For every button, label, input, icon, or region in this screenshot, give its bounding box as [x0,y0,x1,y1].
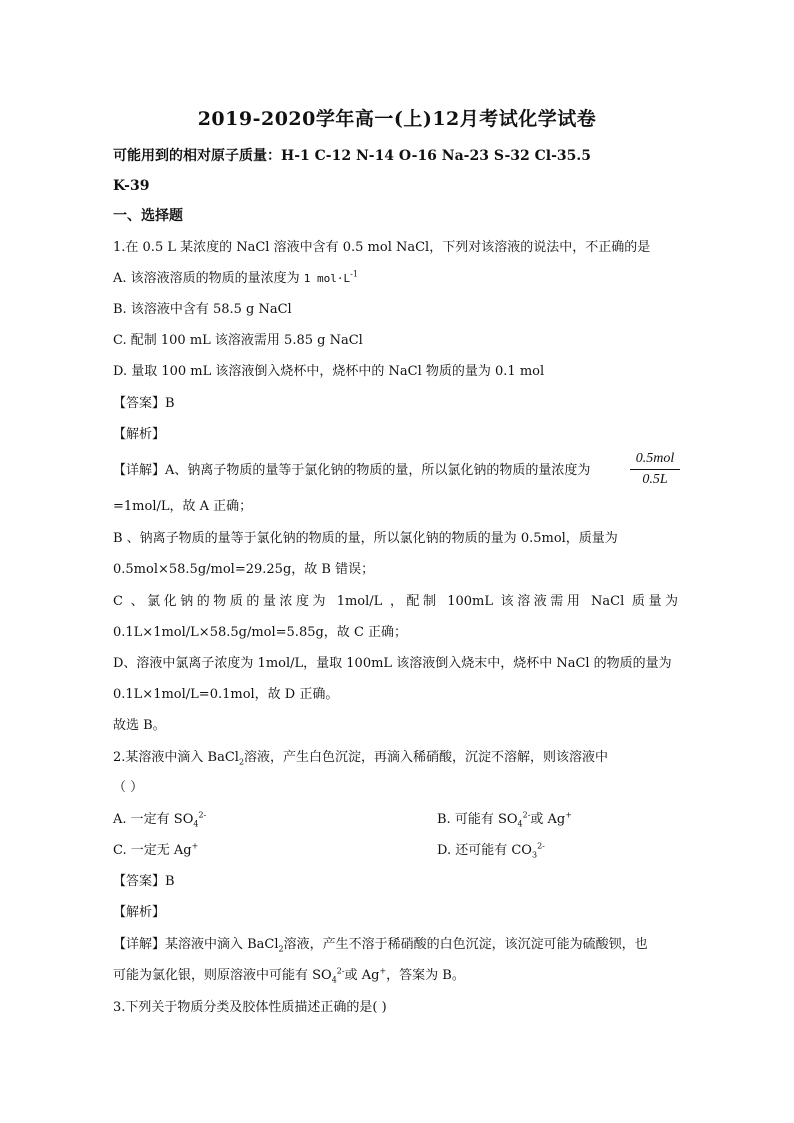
question-2-option-a [113,810,206,830]
question-1-detail-3: B 、钠离子物质的量等于氯化钠的物质的量，所以氯化钠的物质的量为 0.5mol，质量为 [113,531,618,546]
concentration-fraction [630,450,680,489]
q2-b-text: B. 可能有 SO [437,812,518,827]
question-3-stem: 3.下列关于物质分类及胶体性质描述正确的是( ) [113,1000,387,1015]
question-1-detail-8: 0.1L×1mol/L=0.1mol，故 D 正确。 [113,687,339,702]
question-2-answer: 【答案】B [113,874,175,889]
question-1-detail-2: =1mol/L，故 A 正确； [113,499,253,514]
question-1-analysis-label: 【解析】 [113,427,166,442]
q2-b-sup2: + [565,810,572,820]
question-1-detail-1: 【详解】A、钠离子物质的量等于氯化钠的物质的量，所以氯化钠的物质的量浓度为 [113,463,591,478]
question-2-option-b [437,810,572,830]
q2-c-sup: + [191,841,199,851]
question-1-stem: 1.在 0.5 L 某浓度的 NaCl 溶液中含有 0.5 mol NaCl，下列对该溶液的说法中，不正确的是 [113,240,651,255]
question-2-stem-post: 溶液，产生白色沉淀，再滴入稀硝酸，沉淀不溶解，则该溶液中 [244,750,609,765]
q2-detail1-post: 溶液，产生不溶于稀硝酸的白色沉淀，该沉淀可能为硫酸钡，也 [283,937,648,952]
q2-detail2-sup: 2- [336,966,345,976]
q2-detail1-pre: 【详解】某溶液中滴入 BaCl [113,937,279,952]
q2-b-mid: 或 Ag [530,812,566,827]
q2-detail1-sub: 2 [278,944,284,954]
atomic-masses-line: 可能用到的相对原子质量：H-1 C-12 N-14 O-16 Na-23 S-32 Cl-35.5 [113,148,591,164]
question-1-answer: 【答案】B [113,396,175,411]
question-2-detail-2 [113,966,465,986]
question-1-option-b: B. 该溶液中含有 58.5 g NaCl [113,302,292,317]
q2-a-text: A. 一定有 SO [113,812,194,827]
q2-b-sup: 2- [522,810,531,820]
question-1-option-a [113,269,358,289]
q2-d-text: D. 还可能有 CO [437,843,532,858]
section-heading: 一、选择题 [113,208,183,224]
question-2-stem-pre: 2.某溶液中滴入 BaCl [113,750,239,765]
q2-detail2-pre: 可能为氯化银，则原溶液中可能有 SO [113,968,332,983]
question-1-detail-5: C 、氯化钠的物质的量浓度为 1mol/L ，配制 100mL 该溶液需用 NaCl 质量为 [113,594,678,609]
question-2-parentheses: （ ） [113,780,144,795]
atomic-masses-line-2: K-39 [113,178,150,194]
fraction-denominator: 0.5L [642,472,668,487]
q2-b-sub: 4 [517,819,523,829]
q2-detail2-post: ，答案为 B。 [386,968,465,983]
question-2-detail-1 [113,935,648,955]
q2-d-sub: 3 [531,850,538,860]
question-2-stem-sub: 2 [238,757,245,767]
question-1-detail-4: 0.5mol×58.5g/mol=29.25g，故 B 错误； [113,562,375,577]
fraction-bar [630,469,680,470]
question-1-option-c: C. 配制 100 mL 该溶液需用 5.85 g NaCl [113,333,363,348]
option-a-text: A. 该溶液溶质的物质的量浓度为 [113,271,304,286]
q2-detail2-sup2: + [379,966,387,976]
q2-a-sub: 4 [193,819,199,829]
q2-a-sup: 2- [198,810,207,820]
q2-d-sup: 2- [537,841,545,851]
question-2-option-c [113,841,198,861]
option-a-sup: -1 [350,269,358,279]
fraction-numerator: 0.5mol [635,451,675,466]
question-2-option-d [437,841,545,861]
question-1-detail-7: D、溶液中氯离子浓度为 1mol/L，量取 100mL 该溶液倒入烧末中，烧杯中 NaCl 的物质的量为 [113,656,672,671]
question-1-conclusion: 故选 B。 [113,718,166,733]
q2-c-text: C. 一定无 Ag [113,843,192,858]
q2-detail2-sub: 4 [331,975,337,985]
option-a-unit: 1 mol·L [303,272,351,285]
question-1-detail-6: 0.1L×1mol/L×58.5g/mol=5.85g，故 C 正确； [113,625,408,640]
q2-detail2-mid: 或 Ag [344,968,380,983]
question-1-option-d: D. 量取 100 mL 该溶液倒入烧杯中，烧杯中的 NaCl 物质的量为 0.1 mol [113,364,545,379]
page-title: 2019-2020学年高一(上)12月考试化学试卷 [197,108,597,130]
question-2-analysis-label: 【解析】 [113,905,166,920]
question-2-stem [113,748,608,768]
